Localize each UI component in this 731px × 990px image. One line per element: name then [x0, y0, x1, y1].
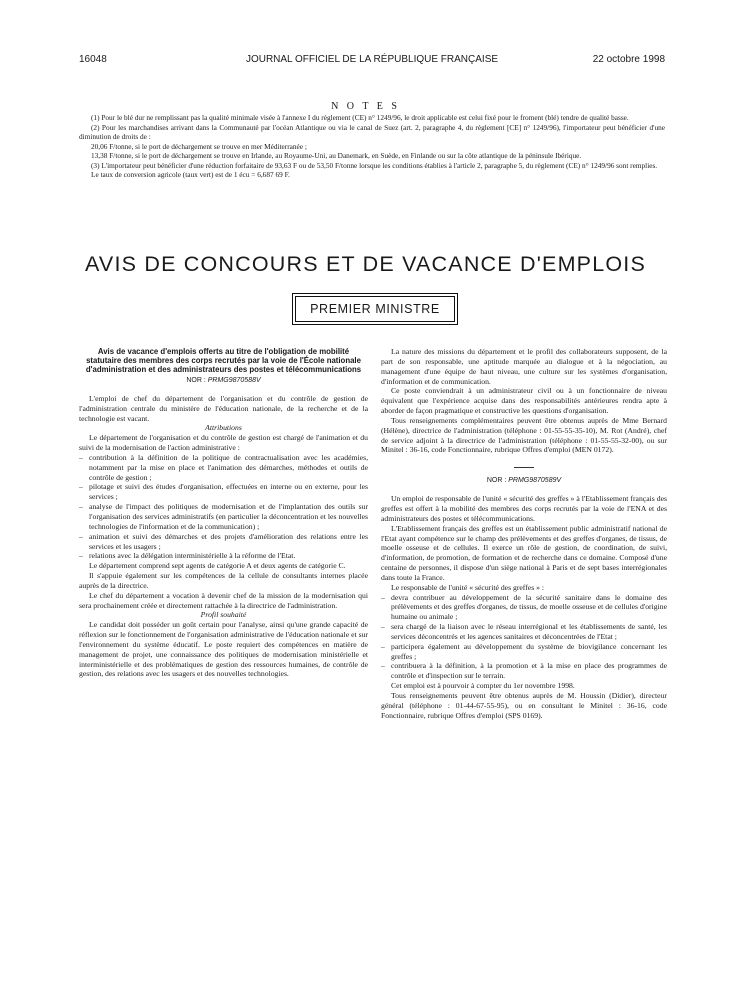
list-item: – animation et suivi des démarches et des projets d'amélioration des relations entre les services et les usagers ;: [79, 532, 368, 552]
ministry-box: [295, 296, 455, 322]
responsable-list: [381, 593, 667, 682]
page-number: 16048: [79, 54, 107, 65]
nor-code: PRMG9870589V: [508, 477, 562, 485]
note-paragraph: Le taux de conversion agricole (taux vert) est de 1 écu = 6,687 69 F.: [91, 170, 290, 179]
agents-paragraph: Le département comprend sept agents de catégorie A et deux agents de catégorie C.: [89, 561, 346, 571]
cellule-paragraph: Il s'appuie également sur les compétences de la cellule de consultants internes placée auprès de la directrice.: [79, 571, 368, 590]
emploi-paragraph: Un emploi de responsable de l'unité « sécurité des greffes » à l'Etablissement français des greffes est offert à la mobilité des membres des corps recrutés par la voie de l'ENA et des administrateurs des postes et télécommunications.: [381, 494, 667, 523]
note-paragraph: (3) L'importateur peut bénéficier d'une réduction forfaitaire de 93,63 F ou de 53,50 F/tonne lorsque les conditions établies à l'article 2, paragraphe 5, du règlement (CE) n° 1249/96 sont remplies.: [91, 160, 658, 170]
notes-block: [79, 113, 665, 180]
nor-code: PRMG9870588V: [207, 377, 261, 384]
nor-label: NOR :: [186, 377, 206, 384]
notes-title: N O T E S: [331, 101, 400, 112]
list-item: – contribution à la définition de la politique de contractualisation avec les académies, notamment par la mise en place et l'animation des démarches, méthodes et outils de contrôle de gestion ;: [79, 453, 368, 483]
note-paragraph: (1) Pour le blé dur ne remplissant pas la qualité minimale visée à l'annexe I du règlement (CE) n° 1249/96, le droit applicable est celui fixé pour le froment (blé) tendre de qualité basse.: [91, 113, 629, 122]
responsable-intro: Le responsable de l'unité « sécurité des greffes » :: [391, 582, 545, 592]
article-title: Avis de vacance d'emplois offerts au titre de l'obligation de mobilité statutaire des membres des corps recrutés par la voie de l'École nationale d'administration et des administrateurs des postes et télécommunications: [85, 347, 362, 374]
profil-paragraph: Le candidat doit posséder un goût certain pour l'analyse, ainsi qu'une grande capacité de réflexion sur le fonctionnement de l'organisation administrative de l'éducation nationale et sur l'environnement du système éducatif. Le poste requiert des compétences en matière de management de projet, une connaissance des politiques de modernisation ministérielle et interministérielle et des problématiques de gestion des ressources humaines, de contrôle de gestion, des relations avec les usagers et des nouvelles technologies.: [79, 620, 368, 679]
nor-label: NOR :: [486, 477, 507, 485]
section-title: AVIS DE CONCOURS ET DE VACANCE D'EMPLOIS: [84, 252, 647, 276]
attributions-list: [79, 453, 368, 561]
nature-paragraph: La nature des missions du département et le profil des collaborateurs supposent, de la part de son responsable, une aptitude marquée au dialogue et à la négociation, au management d'une équipe de haut niveau, une culture sur les systèmes d'organisation, d'information et de communication.: [381, 347, 667, 386]
pourvoir-paragraph: Cet emploi est à pourvoir à compter du 1er novembre 1998.: [391, 681, 575, 691]
list-item: – analyse de l'impact des politiques de modernisation et de l'implantation des outils sur l'organisation des services administratifs (en particulier la déconcentration et les nouvelles technologies de l'information et de la communication) ;: [79, 502, 368, 532]
journal-title: JOURNAL OFFICIEL DE LA RÉPUBLIQUE FRANÇAISE: [245, 54, 499, 65]
vocation-paragraph: Le chef du département a vocation à devenir chef de la mission de la modernisation qui sera prochainement créée et directement rattachée à la directrice de l'administration.: [79, 590, 368, 610]
list-item: – relations avec la délégation interministérielle à la réforme de l'Etat.: [79, 551, 368, 561]
list-item: – sera chargé de la liaison avec le réseau interrégional et les établissements de santé, les services déconcentrés et les agences sanitaires et déconcentrées de l'Etat ;: [381, 622, 667, 642]
left-column: [79, 347, 368, 679]
separator-rule: [514, 467, 534, 468]
list-item: – devra contribuer au développement de la sécurité sanitaire dans le domaine des prélèvements et des greffes d'organes, de tissus, de moelle osseuse et de cellules d'origine humaine ou animale ;: [381, 593, 667, 623]
note-paragraph: 13,38 F/tonne, si le port de déchargement se trouve en Irlande, au Royaume-Uni, au Danemark, en Suède, en Finlande ou sur la côte atlantique de la péninsule Ibérique.: [91, 151, 582, 160]
nor-reference: [79, 376, 368, 386]
list-item: – participera également au développement du système de biovigilance concernant les greffes ;: [381, 642, 667, 662]
attributions-heading: Attributions: [205, 423, 242, 433]
list-item: – pilotage et suivi des études d'organisation, effectuées en interne ou en externe, pour les services ;: [79, 482, 368, 502]
page-header: [79, 54, 665, 70]
attributions-intro: Le département de l'organisation et du contrôle de gestion est chargé de l'animation et du suivi de la modernisation de l'action administrative :: [79, 433, 368, 453]
profil-heading: Profil souhaité: [200, 610, 247, 620]
ministry-label: PREMIER MINISTRE: [310, 302, 440, 316]
note-paragraph: (2) Pour les marchandises arrivant dans la Communauté par l'océan Atlantique ou via le canal de Suez (art. 2, paragraphe 4, du règlement [CE] n° 1249/96), l'importateur peut bénéficier d'une diminution de droits de :: [79, 122, 665, 141]
renseignements-paragraph: Tous renseignements complémentaires peuvent être obtenus auprès de Mme Bernard (Hélène), directrice de l'administration (téléphone : 01-55-55-35-10), M. Rot (André), chef de service adjoint à la directrice de l'administration (téléphone : 01-55-55-32-00), ou sur Minitel : 36-16, code Fonctionnaire, rubrique Offres d'emploi (MEN 0172).: [381, 415, 667, 455]
nor-reference-2: [381, 476, 667, 486]
poste-paragraph: Ce poste conviendrait à un administrateur civil ou à un fonctionnaire de niveau équivalent que l'expérience acquise dans des responsabilités antérieures rendra apte à aborder de façon pragmatique et constructive les questions d'organisation.: [381, 386, 667, 416]
right-column: [381, 347, 667, 721]
intro-paragraph: L'emploi de chef du département de l'organisation et du contrôle de gestion de l'administration centrale du ministère de l'éducation nationale, de la recherche et de la technologie est vacant.: [79, 393, 368, 423]
note-paragraph: 20,06 F/tonne, si le port de déchargement se trouve en mer Méditerranée ;: [91, 141, 307, 151]
list-item: – contribuera à la définition, à la promotion et à la mise en place des programmes de contrôle et d'inspection sur le terrain.: [381, 661, 667, 681]
renseignements-paragraph-2: Tous renseignements peuvent être obtenus auprès de M. Houssin (Didier), directeur général (téléphone : 01-44-67-55-95), ou en consultant le Minitel : 36-16, code Fonctionnaire, rubrique Offres d'emploi (SPS 0169).: [381, 691, 667, 720]
publication-date: 22 octobre 1998: [592, 54, 665, 65]
etablissement-paragraph: L'Etablissement français des greffes est un établissement public administratif national de l'Etat ayant compétence sur le champ des prélèvements et des greffes d'organes, de tissus, de moelle osseuse et de cellules. Il exerce un rôle de gestion, de coordination, de suivi, d'information, de promotion, de formation et de recherche dans ce domaine. Composé d'une centaine de personnes, il dispose d'un siège national à Paris et de sept bases interrégionales dans toute la France.: [381, 523, 667, 582]
